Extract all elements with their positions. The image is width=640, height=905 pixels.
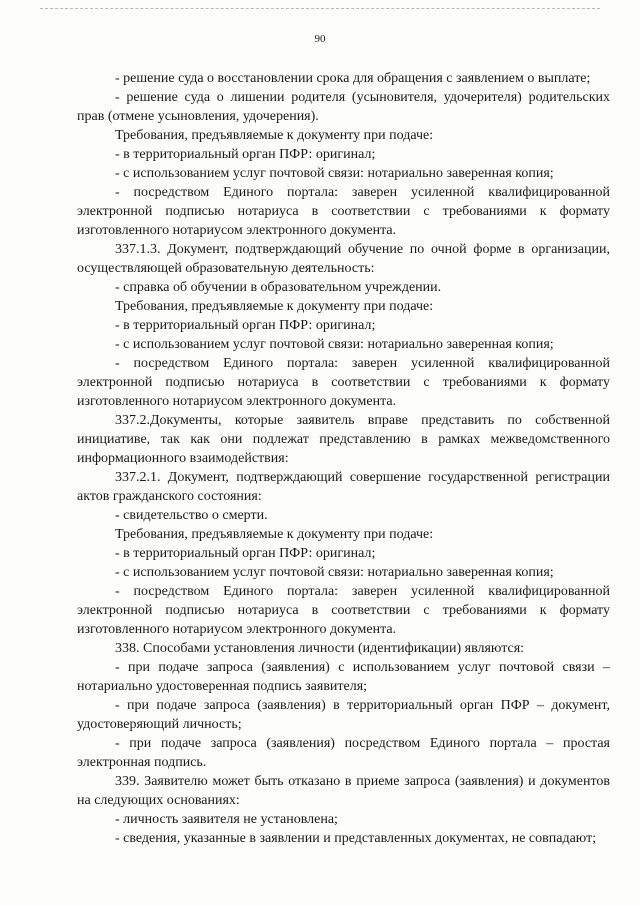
paragraph: - свидетельство о смерти. [115,508,268,523]
paragraph: - с использованием услуг почтовой связи: нотариально заверенная копия; [115,565,554,580]
paragraph: - решение суда о лишении родителя (усыновителя, удочерителя) родительских прав (отмене усыновления, удочерения). [77,90,610,124]
paragraph: Требования, предъявляемые к документу при подаче: [115,128,434,143]
paragraph: - в территориальный орган ПФР: оригинал; [115,546,376,561]
paragraph: - решение суда о восстановлении срока для обращения с заявлением о выплате; [115,71,591,86]
paragraph: - в территориальный орган ПФР: оригинал; [115,318,376,333]
paragraph: Требования, предъявляемые к документу при подаче: [115,299,434,314]
paragraph: - посредством Единого портала: заверен усиленной квалифицированной электронной подписью нотариуса в соответствии с требованиями к формату изготовленного нотариусом электронного документа. [77,356,610,409]
paragraph: 339. Заявителю может быть отказано в приеме запроса (заявления) и документов на следующих основаниях: [77,774,610,808]
paragraph: - справка об обучении в образовательном учреждении. [115,280,442,295]
paragraph: 337.2.Документы, которые заявитель вправе представить по собственной инициативе, так как они подлежат представлению в рамках межведомственного информационного взаимодействия: [77,413,610,466]
paragraph: Требования, предъявляемые к документу при подаче: [115,527,434,542]
paragraph: - посредством Единого портала: заверен усиленной квалифицированной электронной подписью нотариуса в соответствии с требованиями к формату изготовленного нотариусом электронного документа. [77,584,610,637]
paragraph: - сведения, указанные в заявлении и представленных документах, не совпадают; [115,831,597,846]
paragraph: 338. Способами установления личности (идентификации) являются: [115,641,525,656]
paragraph: - при подаче запроса (заявления) посредством Единого портала – простая электронная подпись. [77,736,610,770]
paragraph: 337.1.3. Документ, подтверждающий обучение по очной форме в организации, осуществляющей образовательную деятельность: [77,242,610,276]
paragraph: - с использованием услуг почтовой связи: нотариально заверенная копия; [115,166,554,181]
page-number: 90 [314,33,326,45]
paragraph: 337.2.1. Документ, подтверждающий совершение государственной регистрации актов гражданского состояния: [77,470,610,504]
document-body [77,69,610,848]
paragraph: - с использованием услуг почтовой связи: нотариально заверенная копия; [115,337,554,352]
paragraph: - личность заявителя не установлена; [115,812,338,827]
scan-top-edge [40,8,600,9]
paragraph: - в территориальный орган ПФР: оригинал; [115,147,376,162]
paragraph: - посредством Единого портала: заверен усиленной квалифицированной электронной подписью нотариуса в соответствии с требованиями к формату изготовленного нотариусом электронного документа. [77,185,610,238]
paragraph: - при подаче запроса (заявления) с использованием услуг почтовой связи – нотариально удостоверенная подпись заявителя; [77,660,610,694]
paragraph: - при подаче запроса (заявления) в территориальный орган ПФР – документ, удостоверяющий личность; [77,698,610,732]
